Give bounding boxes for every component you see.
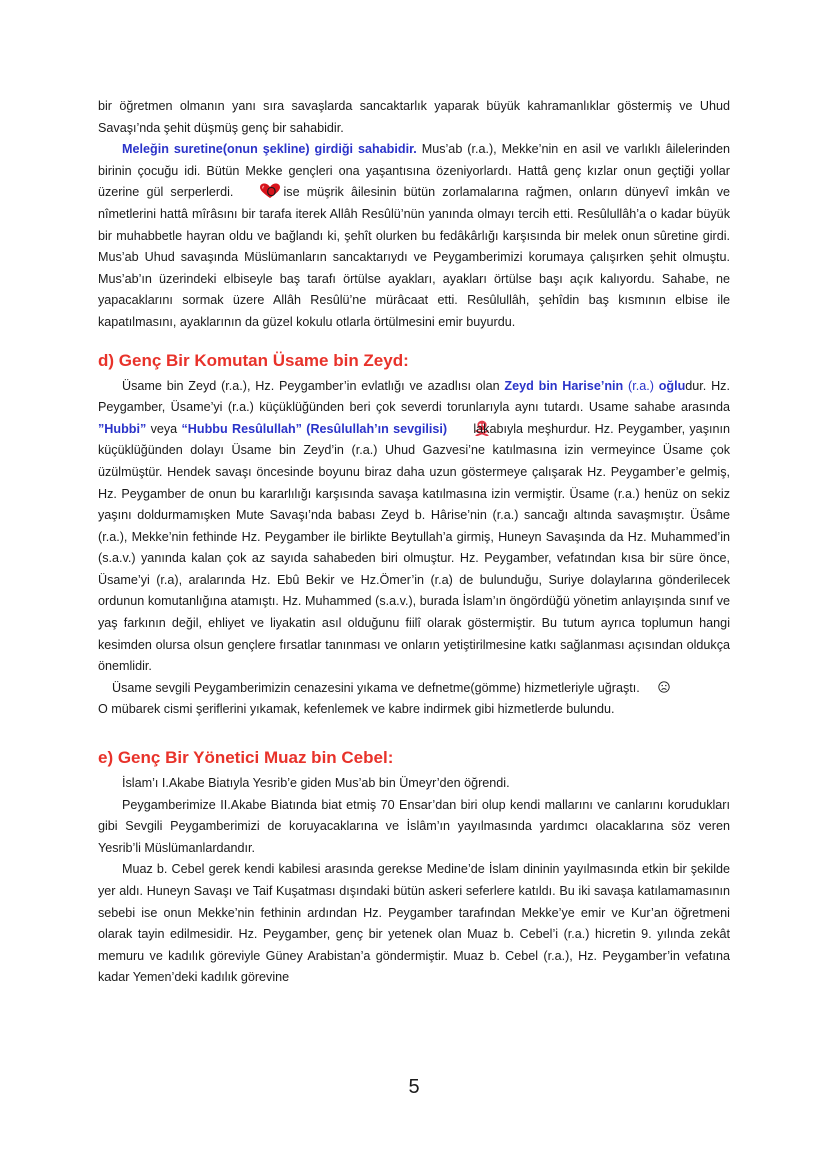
hubbu-resulullah-highlight: “Hubbu Resûlullah” (Resûlullah’ın sevgilisi) (181, 421, 448, 436)
hubbi-highlight: ”Hubbi” (98, 421, 147, 436)
section-d-paragraph-3: O mübarek cismi şeriflerini yıkamak, kefenlemek ve kabre indirmek gibi hizmetlerde bulundu. (98, 702, 615, 717)
frowning-face-icon (644, 679, 656, 691)
ra-highlight: (r.a.) (623, 378, 659, 393)
section-d-text-veya: veya (146, 421, 182, 436)
page-number: 5 (408, 1076, 420, 1098)
section-d-text-b: dur. Hz. Peygamber, Üsame’yi (r.a.) küçüklüğünden beri çok severdi torunlarıyla aynı tutardı. Usame sahabe arasında (98, 378, 730, 415)
skull-crossbones-icon (451, 420, 465, 436)
section-d-heading: d) Genç Bir Komutan Üsame bin Zeyd: (98, 350, 409, 370)
angel-highlight: Meleğin suretine(onun şekline) girdiği sahabidir. (122, 142, 417, 157)
zeyd-name-highlight: Zeyd bin Harise’nin (504, 378, 624, 393)
section-d-paragraph-2 (98, 678, 730, 700)
intro-text-b: O ise müşrik âilesinin bütün zorlamalarına rağmen, onların dünyevî imkân ve nîmetlerini hattâ mîrâsını bir tarafa iterek Allâh Resûlü’nün yanında olmayı tercih etti. Resûlullâh’a o kadar büyük bir muhabbetle hayran oldu ve bağlandı ki, şehît olurken bu fedâkârlığı karşısında bir melek onun sûretine girdi. Mus’ab Uhud savaşında Müslümanların sancaktarıydı ve Peygamberimizi korumaya çalışırken şehit olmuştu. Mus’ab’ın üzerindeki elbiseyle baş tarafı örtülse ayakları, ayakları örtülse başı açık kalıyordu. Sahabe, ne yapacaklarını sormak üzere Allâh Resûlü’ne mürâcaat etti. Resûlullâh, şehîdin baş kısmının elbise ile kapatılmasını, ayaklarının da güzel kokulu otlarla örtülmesini emir buyurdu. (98, 185, 730, 329)
oglu-highlight: oğlu (658, 378, 686, 393)
heart-icon (235, 183, 257, 199)
intro-paragraph-2 (98, 139, 730, 333)
section-e-heading: e) Genç Bir Yönetici Muaz bin Cebel: (98, 748, 394, 768)
document-body (98, 96, 730, 989)
section-d-text-c: lakabıyla meşhurdur. Hz. Peygamber, yaşının küçüklüğünden dolayı Üsame bin Zeyd’in (r.a.) Uhud Gazvesi’ne katılmasına izin vermeyince Üsame çok üzülmüştür. Hendek savaşı öncesinde boyunu biraz daha uzun göstermeye çalışarak Hz. Peygamber’e gelmiş, Hz. Peygamber de onun bu kararlılığı karşısında savaşa katılmasına izin vermiştir. Üsame (r.a.) henüz on sekiz yaşını doldurmamışken Mute Savaşı’nda babası Zeyd b. Hârise’nin (r.a.) sancağı altında savaşmıştır. Üsâme (r.a.), Mekke’nin fethinde Hz. Peygamber ile birlikte Beytullah’a girmiş, Huneyn Savaşında da Hz. Muhammed’in (s.a.v.) yanında kalan çok az sayıda sahabeden biri olmuştur. Hz. Peygamber, vefatından kısa bir süre önce, Üsame’yi (r.a), aralarında Hz. Ebû Bekir ve Hz.Ömer’in (r.a) de bulunduğu, Suriye dolaylarına gönderilecek ordunun komutanlığına atamıştı. Hz. Muhammed (s.a.v.), burada İslam’ın öngördüğü yönetim anlayışında sınıf ve yaş farkının değil, ehliyet ve liyakatin asıl olduğunu fiilî olarak göstermiştir. Bu tutum ayrıca toplumun hangi kesimden olursa olsun gençlere fırsatlar tanınması ve onların yetiştirilmesine katkı sağlanması açısından oldukça önemlidir. (98, 421, 730, 674)
section-e-paragraph-3: Muaz b. Cebel gerek kendi kabilesi arasında gerekse Medine’de İslam dininin yayılmasında etkin bir şekilde yer aldı. Huneyn Savaşı ve Taif Kuşatması dışındaki bütün askeri seferlere katıldı. Bu iki savaşa katılamamasının sebebi ise onun Mekke’nin fethinin ardından Hz. Peygamber tarafından Mekke’ye emir ve Kur’an öğretmeni olarak tayin edilmesidir. Hz. Peygamber, genç bir yetenek olan Muaz b. Cebel’i (r.a.) hicretin 9. yılında zekât memuru ve kadılık göreviyle Güney Arabistan’a göndermiştir. Muaz b. Cebel (r.a.), Hz. Peygamber’in vefatına kadar Yemen’deki kadılık görevine (98, 862, 730, 985)
intro-paragraph-1: bir öğretmen olmanın yanı sıra savaşlarda sancaktarlık yaparak büyük kahramanlıklar göstermiş ve Uhud Savaşı’nda şehit düşmüş genç bir sahabidir. (98, 99, 730, 135)
section-d-text-p2: Üsame sevgili Peygamberimizin cenazesini yıkama ve defnetme(gömme) hizmetleriyle uğraştı. (112, 680, 640, 695)
intro-text-a: Mus’ab (r.a.), Mekke’nin en asil ve varlıklı âilelerinden birinin çocuğu idi. Bütün Mekke gençleri ona yaşantısına özeniyorlardı. Hattâ genç kızlar onun geçtiği yollar üzerine gül serperlerdi. (98, 142, 730, 200)
section-d-paragraph-1 (98, 376, 730, 678)
section-d-text-a: Üsame bin Zeyd (r.a.), Hz. Peygamber’in evlatlığı ve azadlısı olan (122, 378, 505, 393)
section-e-paragraph-1: İslam’ı I.Akabe Biatıyla Yesrib’e giden Mus’ab bin Ümeyr’den öğrendi. (122, 776, 510, 791)
section-e-paragraph-2: Peygamberimize II.Akabe Biatında biat etmiş 70 Ensar’dan biri olup kendi mallarını ve canlarını korudukları gibi Sevgili Peygamberimizi de koruyacaklarına ve İslâm’ın yayılmasında yardımcı olacaklarına söz veren Yesrib’li Müslümanlardandır. (98, 797, 730, 855)
